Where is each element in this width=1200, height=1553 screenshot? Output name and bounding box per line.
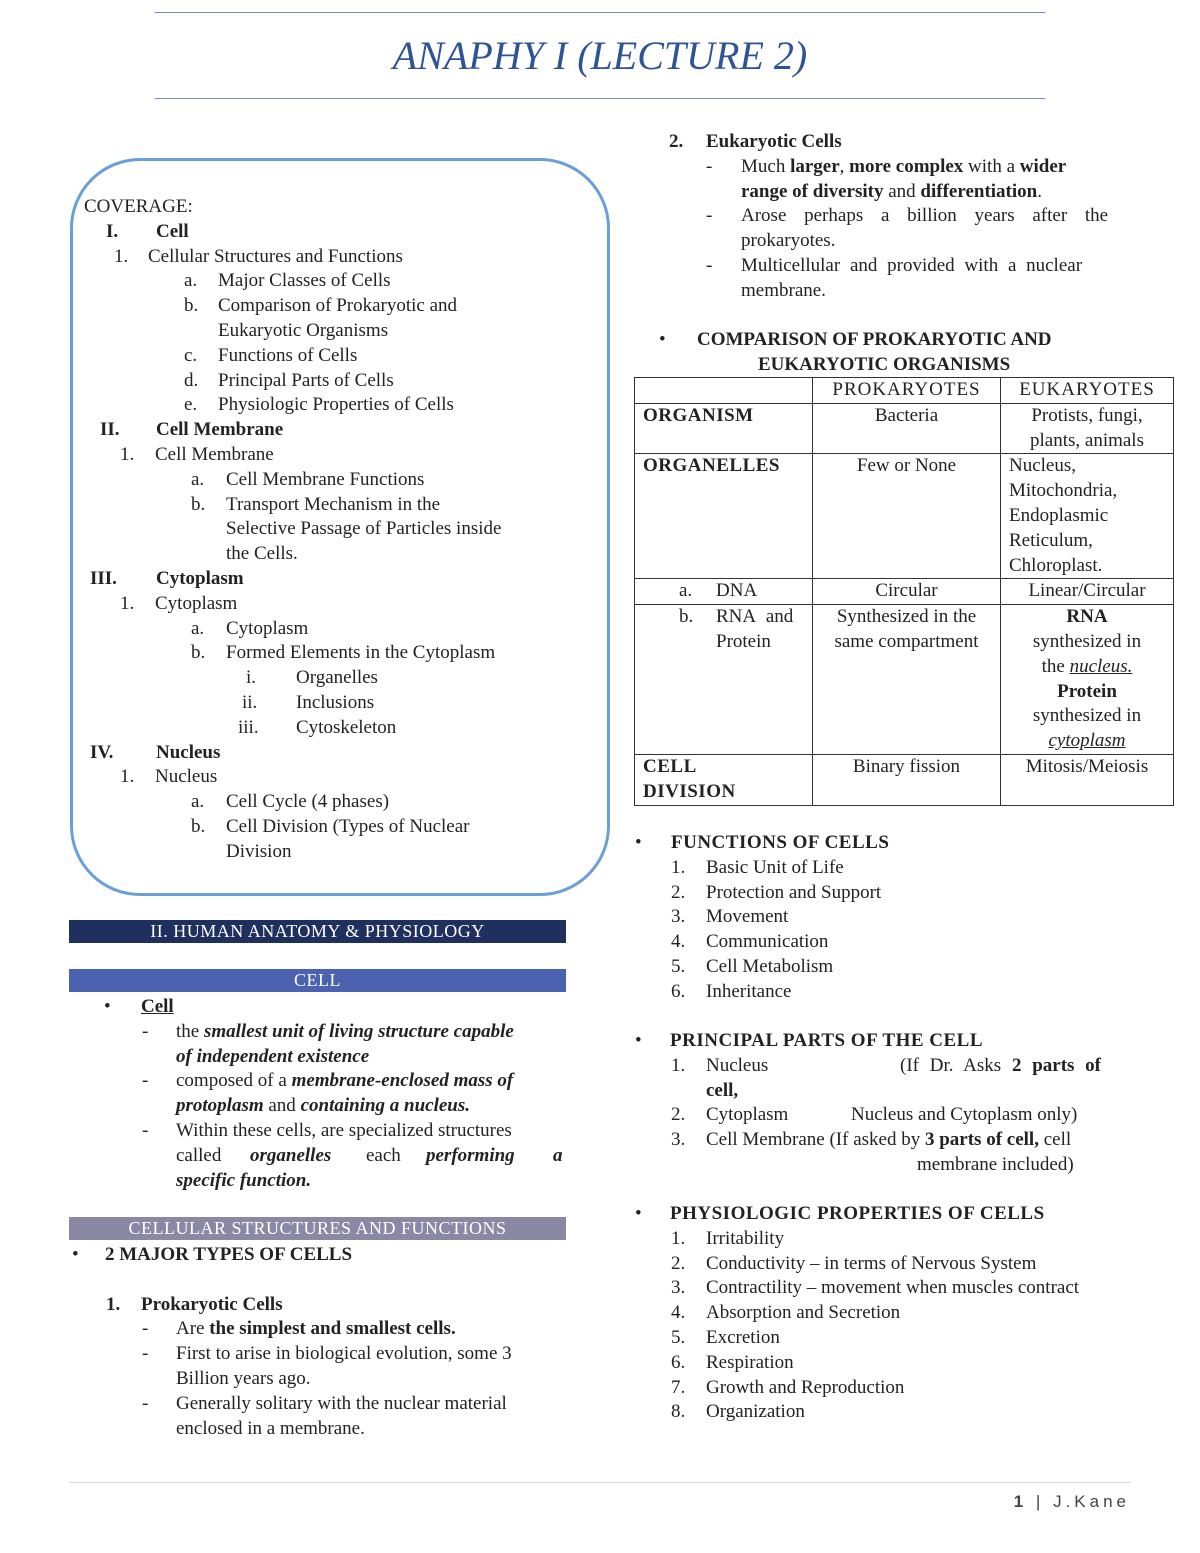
coverage-item: b. Transport Mechanism in the [191,493,441,515]
table-row: b. RNA and Protein Synthesized in the same compartment RNA synthesized in the nucleus. Protein synthesized in cytoplasm [635,605,1174,755]
physiologic-section [633,1202,1173,1425]
header-rule-top [155,12,1045,13]
list-item: 1. Basic Unit of Life [671,856,844,878]
table-header-row [635,378,1174,404]
footer-rule [70,1482,1130,1483]
eukaryotic-desc: membrane. [741,279,826,301]
list-item: 6. Inheritance [671,980,792,1002]
cell-desc: specific function. [176,1169,312,1191]
coverage-item: d. Principal Parts of Cells [184,369,394,391]
bullet-icon: • [104,996,111,1017]
coverage-item: a. Cell Membrane Functions [191,468,425,490]
cell-desc: called organelles each performing a [176,1144,563,1166]
prokaryotic-desc: - First to arise in biological evolution, some 3 [142,1343,512,1365]
coverage-section: III. Cytoplasm [90,567,244,589]
list-item: 6. Respiration [671,1351,794,1373]
bullet-icon: • [635,832,642,853]
coverage-subitem: i. Organelles [246,667,378,689]
coverage-subitem: ii. Inclusions [242,691,375,713]
section-banner-csf: CELLULAR STRUCTURES AND FUNCTIONS [69,1217,566,1240]
footer-author: J.Kane [1053,1492,1130,1511]
list-item: 2. Protection and Support [671,881,882,903]
section-banner-hap: II. HUMAN ANATOMY & PHYSIOLOGY [69,920,566,943]
functions-heading: • FUNCTIONS OF CELLS [633,831,1173,856]
bullet-icon: • [635,1203,642,1224]
prokaryotic-desc: enclosed in a membrane. [176,1417,365,1439]
page-footer [1014,1490,1130,1515]
bullet-icon: • [635,1030,642,1051]
list-item: 3. Cell Membrane (If asked by 3 parts of cell, cell [671,1129,1072,1151]
cell-bullet: • Cell [70,995,566,1020]
coverage-item: e. Physiologic Properties of Cells [184,394,454,416]
cell-definition [70,995,566,1193]
list-item: 3. Movement [671,906,789,928]
eukaryotic-desc: range of diversity and differentiation. [741,180,1042,202]
list-item: membrane included) [917,1153,1074,1175]
bullet-icon: • [659,329,666,351]
coverage-item: Eukaryotic Organisms [218,319,389,341]
eukaryotic-title: 2. Eukaryotic Cells [669,131,842,152]
table-row: a. DNA Circular Linear/Circular [635,579,1174,605]
coverage-heading: COVERAGE: [84,196,193,217]
footer-separator: | [1035,1492,1045,1511]
coverage-item: b. Formed Elements in the Cytoplasm [191,642,496,664]
table-row: ORGANELLES Few or None Nucleus, Mitochondria, Endoplasmic Reticulum, Chloroplast. [635,454,1174,579]
coverage-sub: 1. Nucleus [120,766,218,788]
list-item: 1. Nucleus (If Dr. Asks 2 parts of [671,1054,1102,1076]
coverage-item: a. Major Classes of Cells [184,270,391,292]
coverage-item: a. Cell Cycle (4 phases) [191,791,390,813]
cell-desc: of independent existence [176,1045,370,1067]
physiologic-heading: • PHYSIOLOGIC PROPERTIES OF CELLS [633,1202,1173,1227]
list-item: 1. Irritability [671,1227,785,1249]
eukaryotic-desc: - Arose perhaps a billion years after the [706,205,1109,227]
coverage-sub: 1. Cytoplasm [120,592,238,614]
section-banner-cell: CELL [69,969,566,992]
table-row: CELL DIVISION Binary fission Mitosis/Meiosis [635,754,1174,805]
cell-desc: - composed of a membrane-enclosed mass of [142,1070,514,1092]
list-item: 5. Excretion [671,1326,780,1348]
coverage-sub: 1. Cellular Structures and Functions [114,245,403,267]
coverage-sub: 1. Cell Membrane [120,443,274,465]
coverage-item: Selective Passage of Particles inside [226,518,502,540]
comparison-table [634,377,1174,806]
coverage-item: b. Comparison of Prokaryotic and [184,295,458,317]
list-item: 4. Absorption and Secretion [671,1302,901,1324]
cell-desc: - Within these cells, are specialized structures [142,1119,512,1141]
list-item: 3. Contractility – movement when muscles contract [671,1277,1080,1299]
header-rule-bottom [155,98,1045,99]
prokaryotic-title: 1. Prokaryotic Cells [106,1293,283,1315]
coverage-section: II. Cell Membrane [100,419,284,441]
table-row: ORGANISM Bacteria Protists, fungi, plants, animals [635,403,1174,454]
principal-heading: • PRINCIPAL PARTS OF THE CELL [633,1029,1173,1054]
bullet-icon: • [72,1244,79,1265]
comparison-heading: EUKARYOTIC ORGANISMS [758,354,1011,376]
list-item: cell, [706,1079,739,1101]
coverage-item: c. Functions of Cells [184,344,358,366]
comparison-heading: • COMPARISON OF PROKARYOTIC AND [633,328,1173,353]
major-types-heading: • 2 MAJOR TYPES OF CELLS [70,1243,566,1268]
coverage-subitem: iii. Cytoskeleton [238,716,397,738]
list-item: 2. Conductivity – in terms of Nervous System [671,1252,1037,1274]
prokaryotic-desc: - Are the simplest and smallest cells. [142,1318,456,1340]
list-item: 2. Cytoplasm Nucleus and Cytoplasm only) [671,1104,1078,1126]
page-number: 1 [1013,1492,1028,1511]
major-types-left [70,1243,566,1441]
col-prokaryotes: PROKARYOTES [813,378,1001,404]
list-item: 4. Communication [671,931,829,953]
cell-desc: - the smallest unit of living structure capable [142,1020,514,1042]
coverage-section: I. Cell [106,220,189,242]
functions-section [633,831,1173,1005]
coverage-item: the Cells. [226,543,298,565]
prokaryotic-desc: - Generally solitary with the nuclear material [142,1392,507,1414]
right-column [633,130,1173,378]
coverage-item: a. Cytoplasm [191,617,309,639]
eukaryotic-desc: - Multicellular and provided with a nuclear [706,254,1083,276]
principal-parts-section [633,1029,1173,1178]
list-item: 7. Growth and Reproduction [671,1376,905,1398]
list-item: 8. Organization [671,1401,805,1423]
eukaryotic-desc: - Much larger, more complex with a wider [706,155,1067,177]
page-title: ANAPHY I (LECTURE 2) [392,33,808,78]
list-item: 5. Cell Metabolism [671,955,834,977]
coverage-section: IV. Nucleus [90,741,221,763]
eukaryotic-desc: prokaryotes. [741,230,836,252]
coverage-item: b. Cell Division (Types of Nuclear [191,815,470,837]
coverage-item: Division [226,840,292,862]
col-eukaryotes: EUKARYOTES [1001,378,1174,404]
coverage-list [70,195,570,865]
prokaryotic-desc: Billion years ago. [176,1367,311,1389]
cell-desc: protoplasm and containing a nucleus. [176,1095,471,1117]
